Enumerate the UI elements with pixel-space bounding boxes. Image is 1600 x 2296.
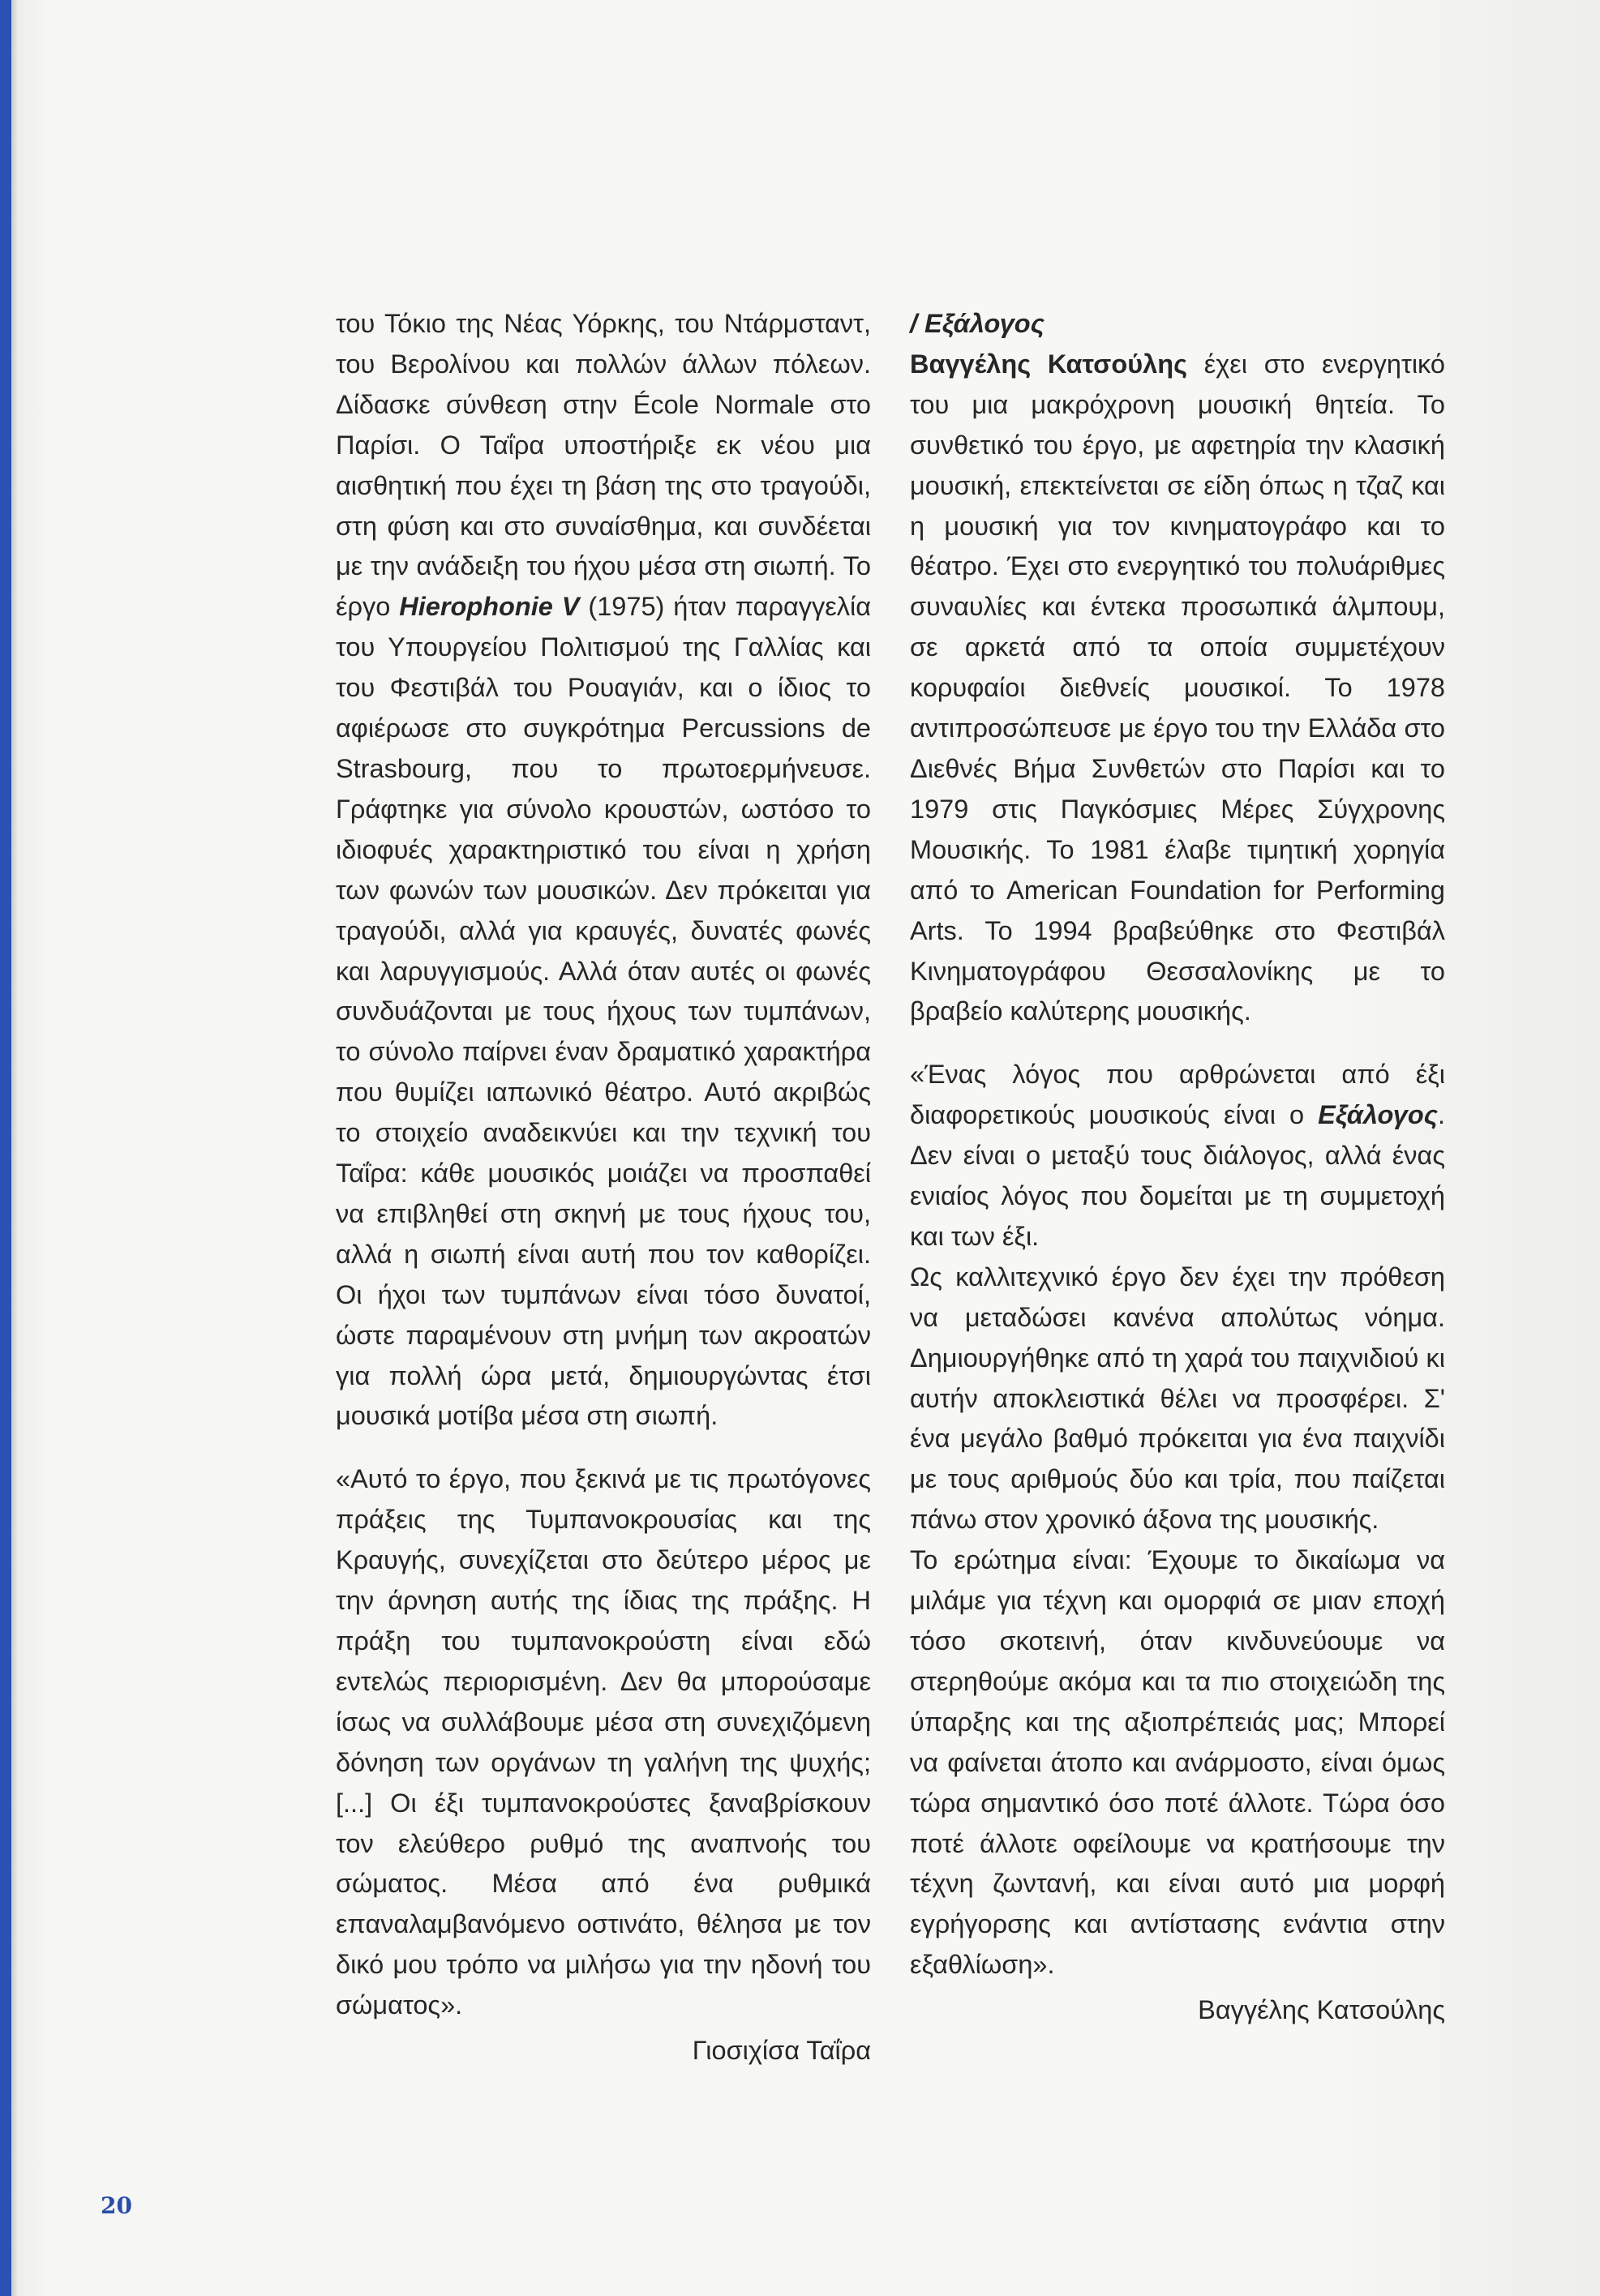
katsoulis-quote-paragraph-3: Το ερώτημα είναι: Έχουμε το δικαίωμα να μιλάμε για τέχνη και ομορφιά σε μιαν εποχή τόσο σκοτεινή, όταν κινδυνεύουμε να στερηθούμε ακόμα και τα πιο στοιχειώδη της ύπαρξης και της αξιοπρέπειάς μας; Μπορεί να φαίνεται άτοπο και ανάρμοστο, είναι όμως τώρα σημαντικό όσο ποτέ άλλοτε. Τώρα όσο ποτέ άλλοτε οφείλουμε να κρατήσουμε την τέχνη ζωντανή, και είναι αυτό μια μορφή εγρήγορσης και αντίστασης ενάντια στην εξαθλίωση». [910, 1545, 1445, 1980]
katsoulis-signature: Βαγγέλης Κατσούλης [1198, 1995, 1445, 2025]
page-number: 20 [101, 2192, 132, 2219]
composer-name: Βαγγέλης Κατσούλης [910, 349, 1187, 379]
page-fold-shadow [11, 0, 18, 2296]
taira-paragraph-start: του Τόκιο της Νέας Υόρκης, του Ντάρμσταντ, του Βερολίνου και πολλών άλλων πόλεων. Δίδασκε σύνθεση στην École Normale στο Παρίσι. Ο Ταΐρα υποστήριξε εκ νέου μια αισθητική που έχει τη βάση της στο τραγούδι, στη φύση και στο συναίσθημα, και συνδέεται με την ανάδειξη του ήχου μέσα στη σιωπή. Το έργο [336, 309, 871, 622]
page-spine-edge [0, 0, 11, 2296]
taira-article-paragraph [336, 304, 871, 1437]
katsoulis-quote-paragraph-1 [910, 1055, 1445, 1257]
taira-signature: Γιοσιχίσα Ταΐρα [692, 2036, 871, 2066]
left-text-column [336, 304, 871, 2071]
katsoulis-quote-paragraph-2: Ως καλλιτεχνικό έργο δεν έχει την πρόθεση να μεταδώσει κανένα απολύτως νόημα. Δημιουργήθηκε από τη χαρά του παιχνιδιού κι αυτήν αποκλειστικά θέλει να προσφέρει. Σ' ένα μεγάλο βαθμό πρόκειται για ένα παιχνίδι με τους αριθμούς δύο και τρία, που παίζεται πάνω στον χρονικό άξονα της μουσικής. [910, 1262, 1445, 1535]
quote-start: «Ένας λόγος που αρθρώνεται από έξι διαφορετικούς μουσικούς είναι ο [910, 1060, 1445, 1130]
work-title-hierophonie: Hierophonie V [399, 592, 580, 622]
katsoulis-bio-text: έχει στο ενεργητικό του μια μακρόχρονη μουσική θητεία. Το συνθετικό του έργο, με αφετηρία την κλασική μουσική, επεκτείνεται σε είδη όπως η τζαζ και η μουσική για τον κινηματογράφο και το θέατρο. Έχει στο ενεργητικό του πολυάριθμες συναυλίες και έντεκα προσωπικά άλμπουμ, σε αρκετά από τα οποία συμμετέχουν κορυφαίοι διεθνείς μουσικοί. Το 1978 αντιπροσώπευσε με έργο του την Ελλάδα στο Διεθνές Βήμα Συνθετών στο Παρίσι και το 1979 στις Παγκόσμιες Μέρες Σύγχρονης Μουσικής. Το 1981 έλαβε τιμητική χορηγία από το American Foundation for Performing Arts. Το 1994 βραβεύθηκε στο Φεστιβάλ Κινηματογράφου Θεσσαλονίκης με το βραβείο καλύτερης μουσικής. [910, 349, 1445, 1026]
taira-paragraph-rest: (1975) ήταν παραγγελία του Υπουργείου Πολιτισμού της Γαλλίας και του Φεστιβάλ του Ρουαγιάν, και ο ίδιος το αφιέρωσε στο συγκρότημα Percussions de Strasbourg, που το πρωτοερμήνευσε. Γράφτηκε για σύνολο κρουστών, ωστόσο το ιδιοφυές χαρακτηριστικό του είναι η χρήση των φωνών των μουσικών. Δεν πρόκειται για τραγούδι, αλλά για κραυγές, δυνατές φωνές και λαρυγγισμούς. Αλλά όταν αυτές οι φωνές συνδυάζονται με τους ήχους των τυμπάνων, το σύνολο παίρνει έναν δραματικό χαρακτήρα που θυμίζει ιαπωνικό θέατρο. Αυτό ακριβώς το στοιχείο αναδεικνύει και την τεχνική του Ταΐρα: κάθε μουσικός μοιάζει να προσπαθεί να επιβληθεί στη σκηνή με τους ήχους του, αλλά η σιωπή είναι αυτή που τον καθορίζει. Οι ήχοι των τυμπάνων είναι τόσο δυνατοί, ώστε παραμένουν στη μνήμη των ακροατών για πολλή ώρα μετά, δημιουργώντας έτσι μουσικά μοτίβα μέσα στη σιωπή. [336, 592, 871, 1431]
katsoulis-bio-paragraph [910, 345, 1445, 1032]
quote-rest: . Δεν είναι ο μεταξύ τους διάλογος, αλλά ένας ενιαίος λόγος που δομείται με τη συμμετοχή και των έξι. [910, 1100, 1445, 1251]
work-title-exalogos: Εξάλογος [1318, 1100, 1438, 1130]
section-heading-exalogos: / Εξάλογος [910, 309, 1045, 338]
right-text-column [910, 304, 1445, 2031]
taira-quote: «Αυτό το έργο, που ξεκινά με τις πρωτόγονες πράξεις της Τυμπανοκρουσίας και της Κραυγής, συνεχίζεται στο δεύτερο μέρος με την άρνηση αυτής της ίδιας της πράξης. Η πράξη του τυμπανοκρούστη είναι εδώ εντελώς περιορισμένη. Δεν θα μπορούσαμε ίσως να συλλάβουμε μέσα στη συνεχιζόμενη δόνηση των οργάνων τη γαλήνη της ψυχής; [...] Οι έξι τυμπανοκρούστες ξαναβρίσκουν τον ελεύθερο ρυθμό της αναπνοής του σώματος. Μέσα από ένα ρυθμικά επαναλαμβανόμενο οστινάτο, θέλησα με τον δικό μου τρόπο να μιλήσω για την ηδονή του σώματος». [336, 1464, 871, 2020]
